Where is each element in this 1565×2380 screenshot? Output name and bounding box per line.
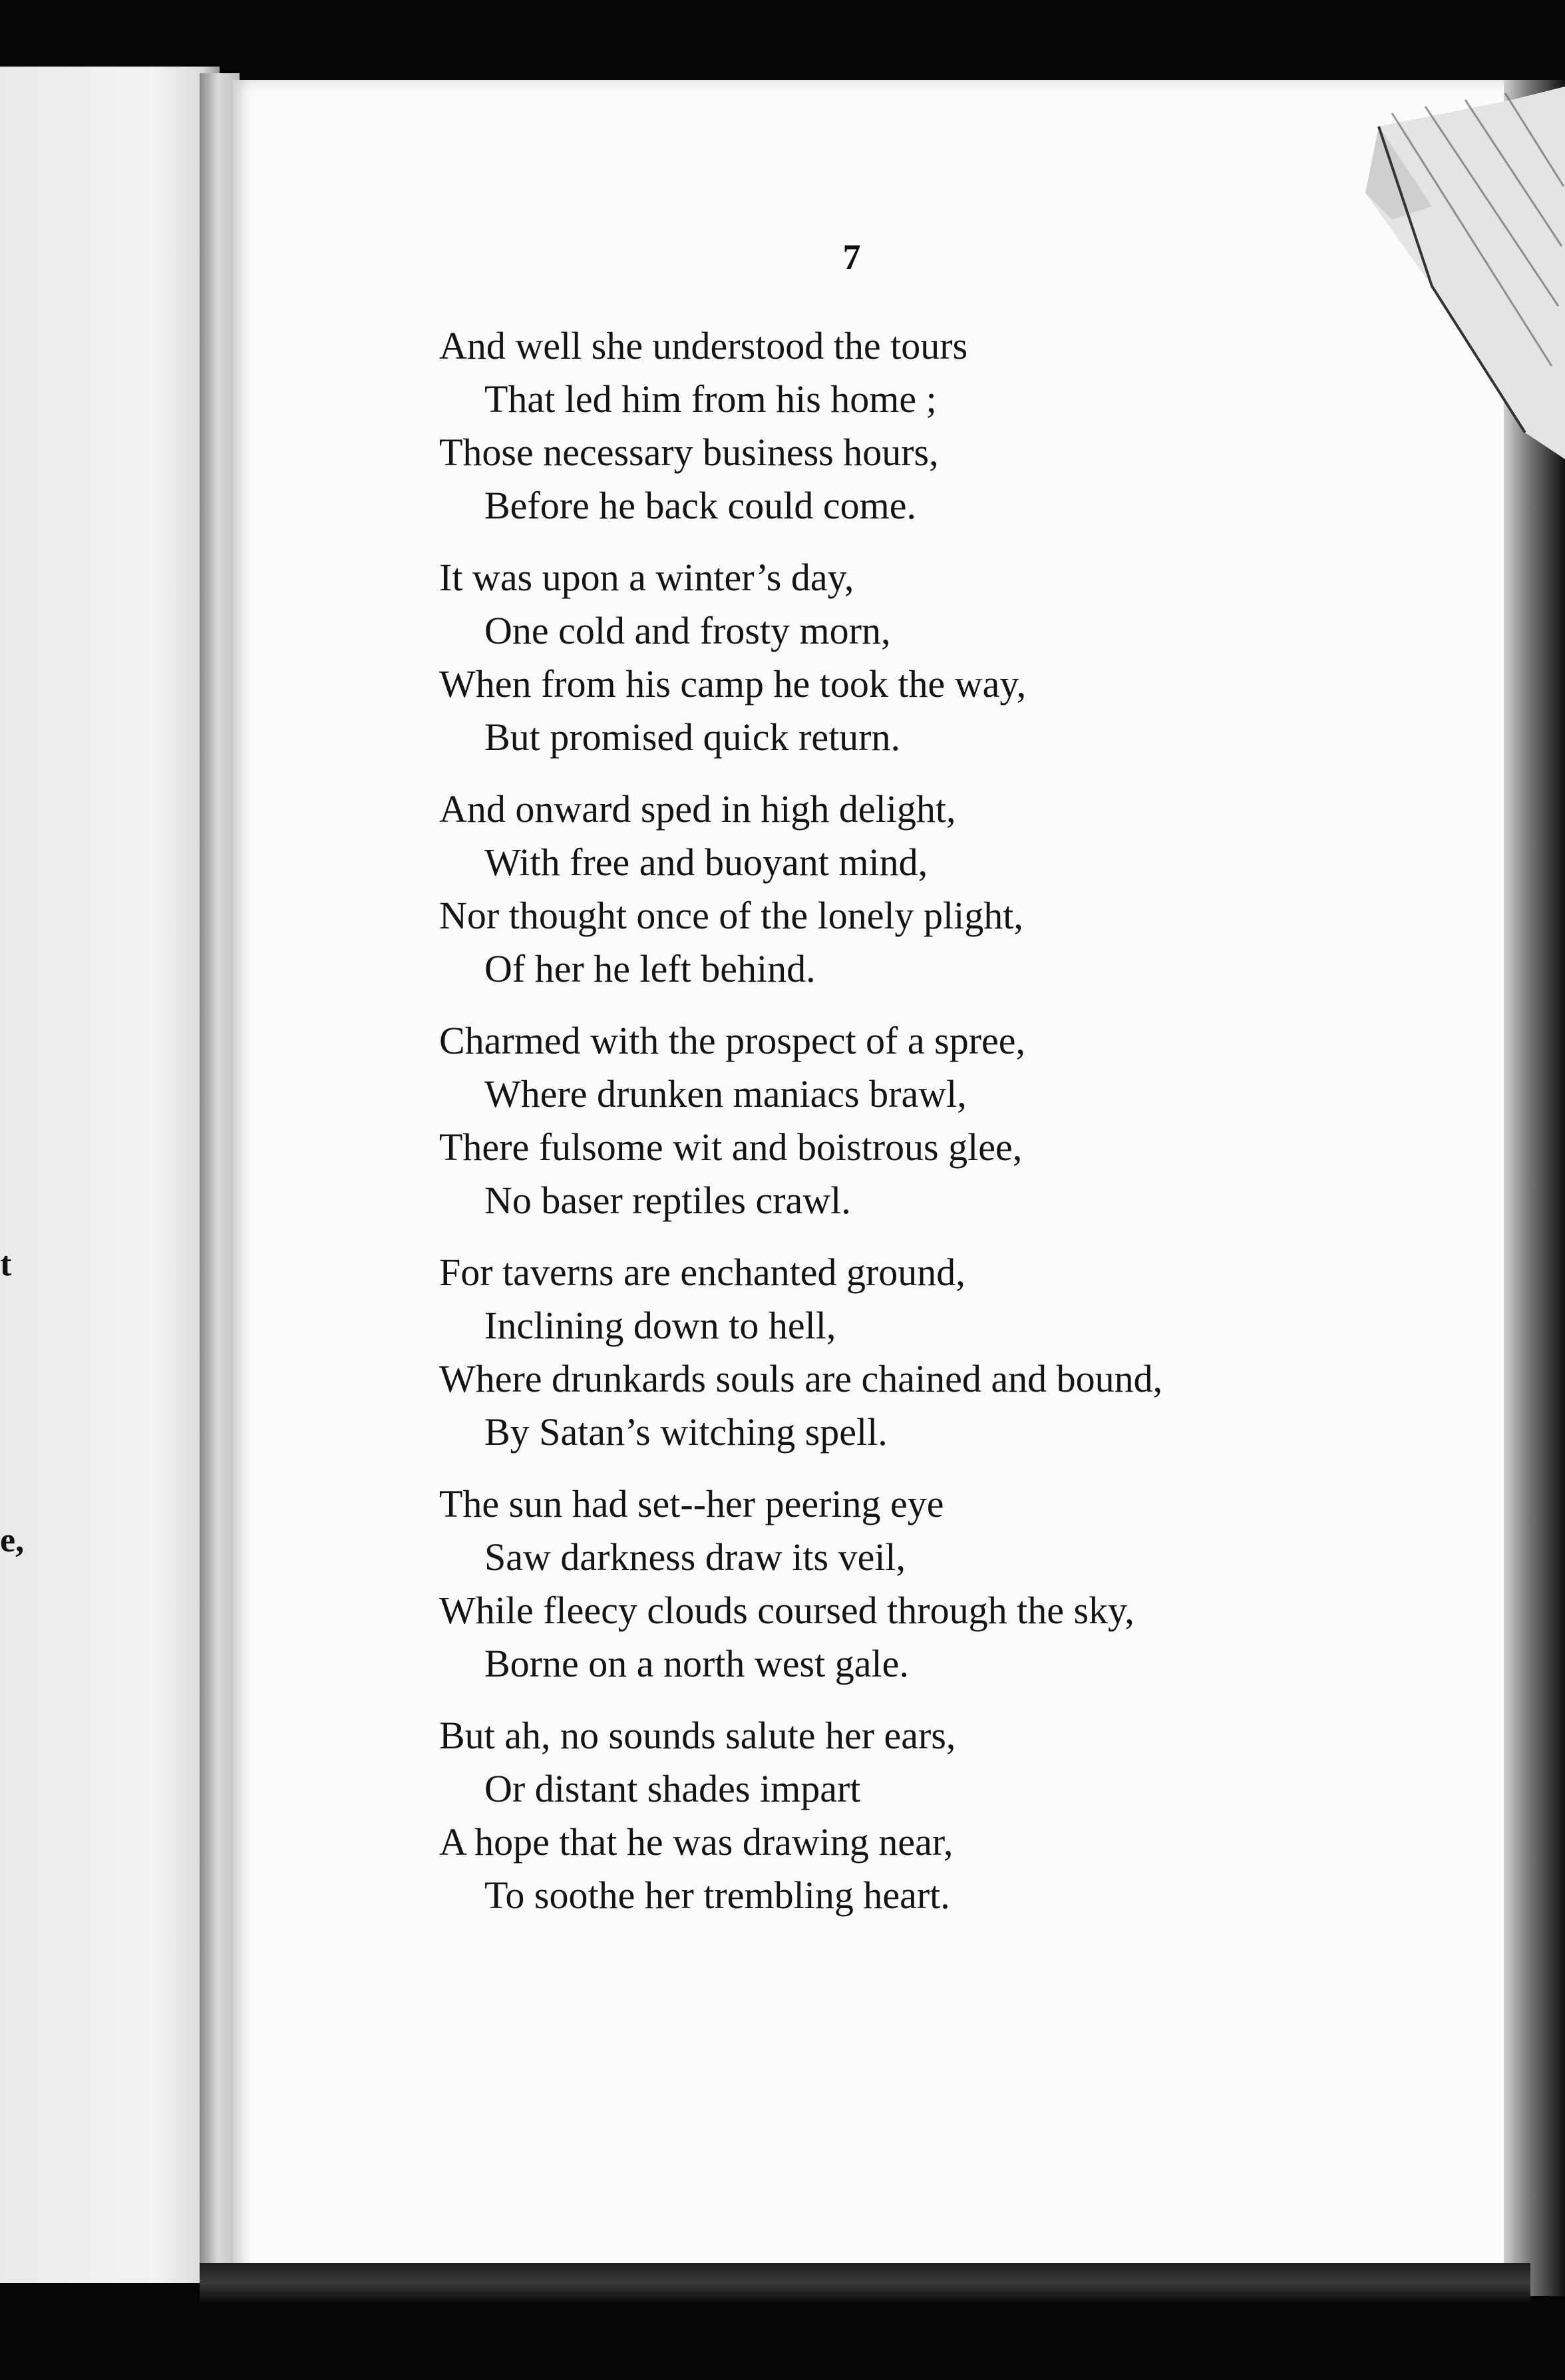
stanza: [439, 319, 1404, 532]
poem-line: Where drunkards souls are chained and bound,: [439, 1357, 1163, 1400]
poem-line: Inclining down to hell,: [484, 1304, 836, 1347]
poem-line: It was upon a winter’s day,: [439, 556, 854, 599]
left-page-fragment: t: [0, 1245, 12, 1283]
poem-line: That led him from his home ;: [484, 377, 937, 421]
poem-line: But ah, no sounds salute her ears,: [439, 1714, 956, 1757]
poem-line: And onward sped in high delight,: [439, 787, 956, 831]
poem-line: There fulsome wit and boistrous glee,: [439, 1125, 1023, 1169]
stanza: [439, 1246, 1404, 1459]
poem-line: The sun had set--her peering eye: [439, 1482, 944, 1525]
stanza: [439, 1014, 1404, 1227]
poem-line: Saw darkness draw its veil,: [484, 1535, 906, 1579]
poem-line: With free and buoyant mind,: [484, 841, 928, 884]
poem-line: Or distant shades impart: [484, 1767, 861, 1810]
poem-line: While fleecy clouds coursed through the sky,: [439, 1589, 1134, 1632]
stanza: [439, 551, 1404, 764]
left-facing-page: [0, 67, 220, 2283]
poem-line: But promised quick return.: [484, 715, 901, 759]
poem-line: Nor thought once of the lonely plight,: [439, 894, 1023, 937]
page-bottom-edge: [200, 2263, 1530, 2303]
poem-line: A hope that he was drawing near,: [439, 1820, 954, 1864]
poem-line: To soothe her trembling heart.: [484, 1874, 950, 1917]
left-page-fragment: e,: [0, 1521, 25, 1559]
poem-line: When from his camp he took the way,: [439, 662, 1027, 705]
poem-line: One cold and frosty morn,: [484, 609, 891, 652]
poem-line: Those necessary business hours,: [439, 431, 939, 474]
poem-line: And well she understood the tours: [439, 324, 968, 367]
stanza: [439, 783, 1404, 996]
poem-line: Of her he left behind.: [484, 947, 816, 990]
poem-body: [439, 319, 1404, 1941]
poem-line: No baser reptiles crawl.: [484, 1179, 851, 1222]
stanza: [439, 1478, 1404, 1690]
poem-line: Before he back could come.: [484, 484, 916, 527]
page-number: 7: [842, 237, 861, 277]
stanza: [439, 1709, 1404, 1922]
poem-line: Where drunken maniacs brawl,: [484, 1072, 967, 1115]
poem-line: By Satan’s witching spell.: [484, 1410, 888, 1454]
poem-line: Borne on a north west gale.: [484, 1642, 909, 1685]
poem-line: For taverns are enchanted ground,: [439, 1251, 965, 1294]
poem-line: Charmed with the prospect of a spree,: [439, 1019, 1025, 1062]
